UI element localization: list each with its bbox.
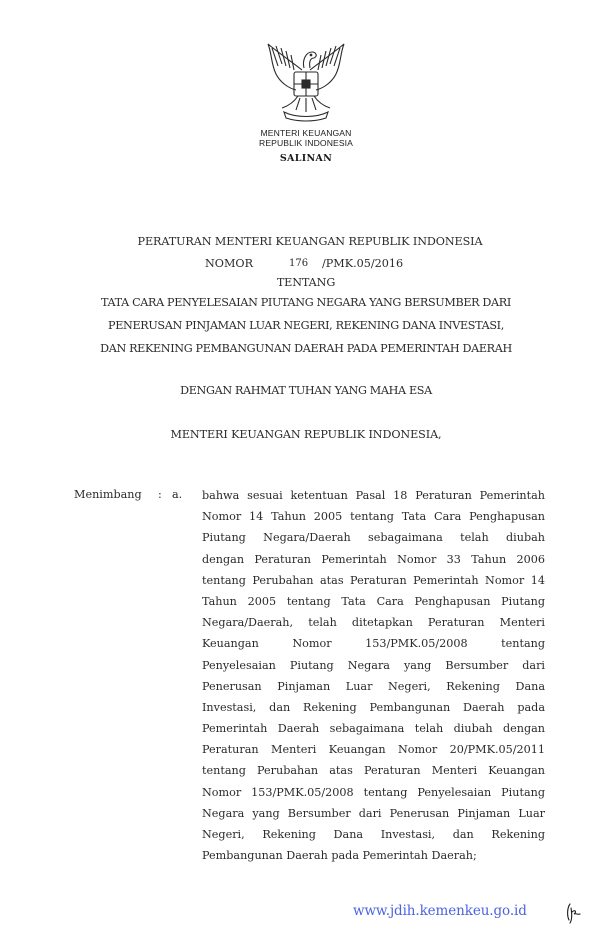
- text-line: Negara yang Bersumber dari Penerusan Pinjaman Luar: [202, 806, 545, 820]
- considering-item-a-text: [202, 485, 545, 866]
- institution-name-line2: REPUBLIK INDONESIA: [259, 138, 353, 148]
- text-line: tentang Perubahan atas Peraturan Pemerintah Nomor 14: [202, 573, 545, 587]
- text-line: Negara/Daerah, telah ditetapkan Peraturan Menteri: [202, 616, 545, 630]
- nomor-label: NOMOR: [205, 257, 254, 270]
- subject-line-1: TATA CARA PENYELESAIAN PIUTANG NEGARA YANG BERSUMBER DARI: [101, 296, 511, 309]
- text-line: Nomor 153/PMK.05/2008 tentang Penyelesaian Piutang: [202, 785, 545, 799]
- text-line: dengan Peraturan Pemerintah Nomor 33 Tahun 2006: [202, 552, 545, 566]
- institution-name-line1: MENTERI KEUANGAN: [260, 128, 352, 138]
- handwritten-initial-icon: [564, 900, 584, 924]
- tentang-heading: TENTANG: [276, 276, 336, 289]
- website-link[interactable]: www.jdih.kemenkeu.go.id: [353, 903, 527, 919]
- text-line: bahwa sesuai ketentuan Pasal 18 Peraturan Pemerintah: [202, 489, 545, 502]
- copy-mark: SALINAN: [279, 153, 333, 164]
- garuda-pancasila-emblem-icon: [262, 40, 350, 124]
- subject-line-2: PENERUSAN PINJAMAN LUAR NEGERI, REKENING DANA INVESTASI,: [108, 319, 504, 332]
- nomor-number: 176: [289, 258, 309, 269]
- text-line: Negeri, Rekening Dana Investasi, dan Rekening: [202, 828, 545, 841]
- text-line: Keuangan Nomor 153/PMK.05/2008 tentang: [202, 637, 545, 651]
- item-marker-a: a.: [172, 488, 183, 501]
- text-line: Tahun 2005 tentang Tata Cara Penghapusan Piutang: [202, 594, 545, 608]
- text-line: Pembangunan Daerah pada Pemerintah Daerah;: [202, 849, 477, 863]
- text-line: Nomor 14 Tahun 2005 tentang Tata Cara Penghapusan: [202, 510, 545, 524]
- text-line: Pemerintah Daerah sebagaimana telah diubah dengan: [202, 722, 545, 736]
- regulation-title: PERATURAN MENTERI KEUANGAN REPUBLIK INDONESIA: [137, 235, 483, 248]
- text-line: Penerusan Pinjaman Luar Negeri, Rekening Dana: [202, 679, 545, 693]
- considering-colon: :: [158, 488, 162, 501]
- text-line: Investasi, dan Rekening Pembangunan Daerah pada: [202, 700, 545, 714]
- text-line: Piutang Negara/Daerah sebagaimana telah diubah: [202, 531, 545, 545]
- text-line: Peraturan Menteri Keuangan Nomor 20/PMK.05/2011: [202, 743, 545, 757]
- issuing-authority: MENTERI KEUANGAN REPUBLIK INDONESIA,: [170, 428, 442, 441]
- nomor-suffix: /PMK.05/2016: [322, 257, 404, 270]
- text-line: Penyelesaian Piutang Negara yang Bersumber dari: [202, 658, 545, 672]
- invocation: DENGAN RAHMAT TUHAN YANG MAHA ESA: [180, 384, 432, 397]
- text-line: tentang Perubahan atas Peraturan Menteri Keuangan: [202, 764, 545, 778]
- subject-line-3: DAN REKENING PEMBANGUNAN DAERAH PADA PEMERINTAH DAERAH: [100, 342, 512, 355]
- considering-label: Menimbang: [74, 488, 142, 501]
